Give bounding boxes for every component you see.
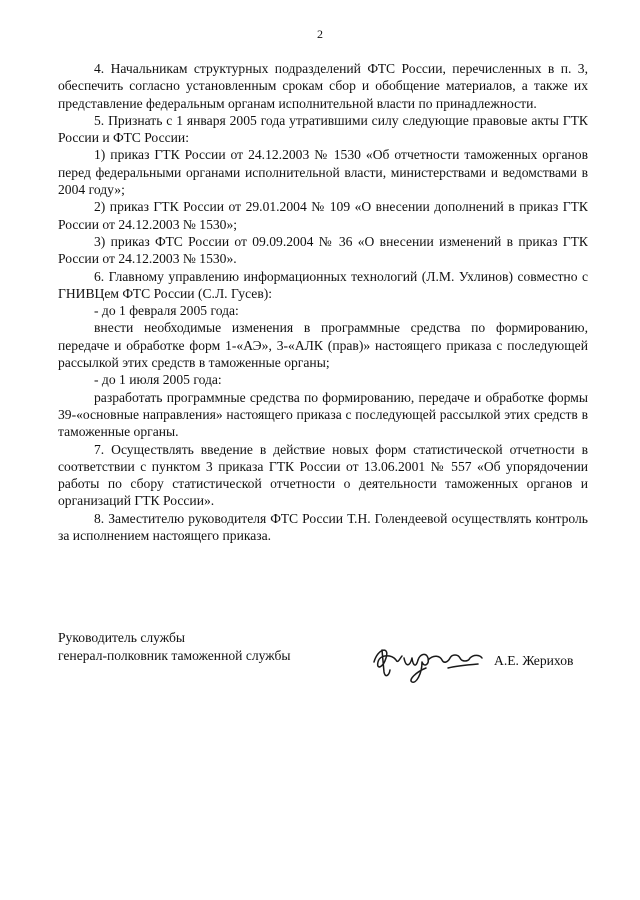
document-body [58,60,588,544]
paragraph-deadline-feb: - до 1 февраля 2005 года: [94,303,239,319]
paragraph-item-6: 6. Главному управлению информационных технологий (Л.М. Ухлинов) совместно с ГНИВЦем ФТС России (С.Л. Гусев): [58,268,588,301]
paragraph-item-5-2: 2) приказ ГТК России от 29.01.2004 № 109 «О внесении дополнений в приказ ГТК России от 24.12.2003 № 1530»; [58,199,588,232]
paragraph-deadline-jul: - до 1 июля 2005 года: [94,372,222,388]
paragraph-item-5-3: 3) приказ ФТС России от 09.09.2004 № 36 «О внесении изменений в приказ ГТК России от 24.12.2003 № 1530». [58,233,588,267]
signatory-title-line-2: генерал-полковник таможенной службы [58,648,291,663]
paragraph-item-4: 4. Начальникам структурных подразделений ФТС России, перечисленных в п. 3, обеспечить согласно установленным срокам сбор и обобщение материалов, а также их представление федеральным органам исполнительной власти по принадлежности. [58,61,588,111]
signatory-title-line-1: Руководитель службы [58,630,186,645]
paragraph-item-5: 5. Признать с 1 января 2005 года утратившими силу следующие правовые акты ГТК России и ФТС России: [58,112,588,146]
paragraph-item-5-1: 1) приказ ГТК России от 24.12.2003 № 1530 «Об отчетности таможенных органов перед федеральными органами исполнительной власти, министерствами и ведомствами в 2004 году»; [58,147,588,198]
paragraph-task-feb: внести необходимые изменения в программные средства по формированию, передаче и обработке форм 1-«АЭ», 3-«АЛК (прав)» настоящего приказа с последующей рассылкой этих средств в таможенные органы; [58,320,588,371]
paragraph-item-7: 7. Осуществлять введение в действие новых форм статистической отчетности в соответствии с пунктом 3 приказа ГТК России от 13.06.2001 № 557 «Об упорядочении работы по сбору статистической отчетности о деятельности таможенных органов и организаций ГТК России». [58,441,588,509]
paragraph-item-8: 8. Заместителю руководителя ФТС России Т.Н. Голендеевой осуществлять контроль за исполнением настоящего приказа. [58,510,588,544]
signatory-name: А.Е. Жерихов [494,653,574,668]
handwritten-signature [370,642,490,686]
signatory-title [58,629,291,665]
paragraph-task-jul: разработать программные средства по формированию, передаче и обработке формы 39-«основные направления» настоящего приказа с последующей рассылкой этих средств в таможенные органы. [58,389,588,440]
page-number: 2 [317,27,323,41]
